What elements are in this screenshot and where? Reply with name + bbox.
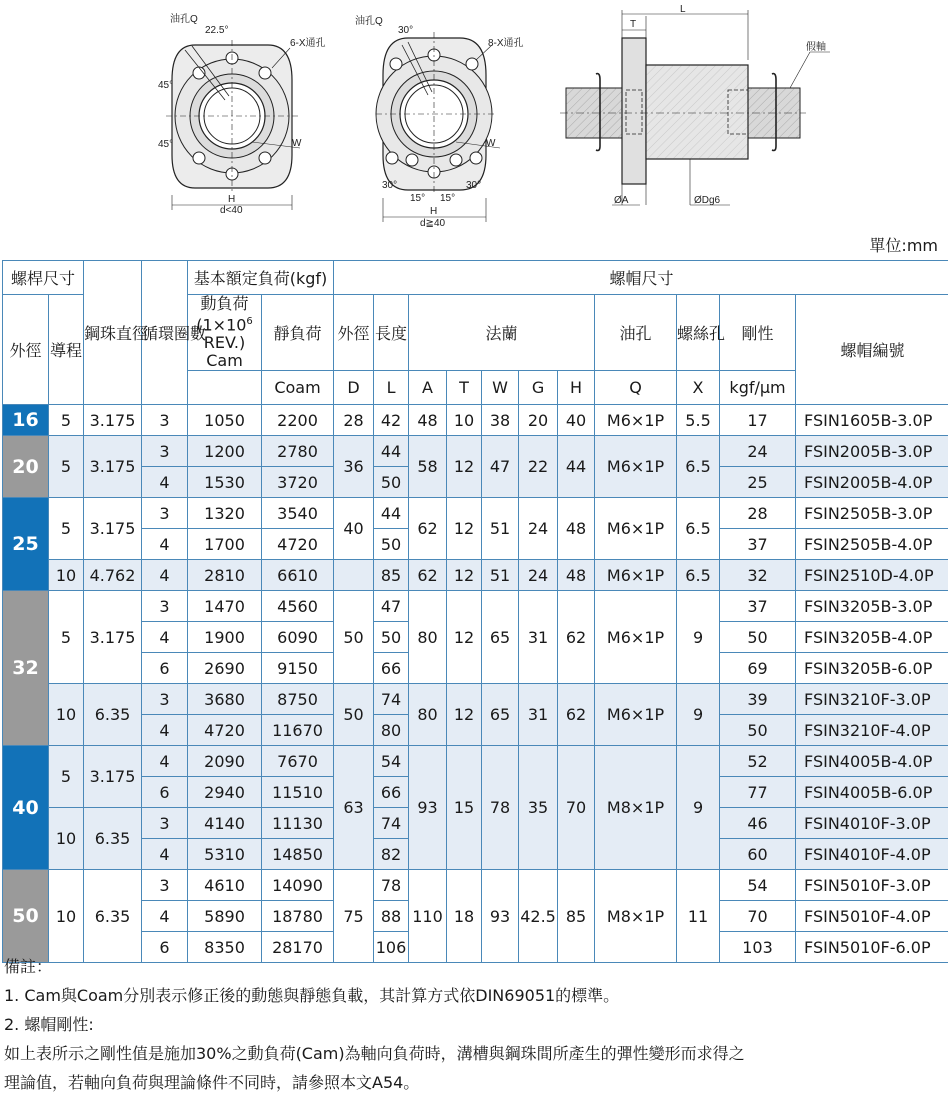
table-cell: 6 — [142, 653, 188, 684]
table-cell: 3720 — [262, 467, 334, 498]
table-cell: 10 — [49, 870, 84, 963]
table-cell: 50 — [374, 529, 409, 560]
table-cell: 1050 — [188, 405, 262, 436]
hdr-ball-dia: 鋼珠直徑 — [84, 261, 142, 405]
table-cell: M6×1P — [595, 560, 677, 591]
table-cell: FSIN2505B-3.0P — [796, 498, 948, 529]
table-cell — [334, 560, 374, 591]
table-cell: 78 — [374, 870, 409, 901]
table-cell: FSIN4010F-4.0P — [796, 839, 948, 870]
table-cell: 31 — [519, 591, 558, 684]
table-cell: 80 — [374, 715, 409, 746]
table-cell: 77 — [720, 777, 796, 808]
table-cell: FSIN3205B-3.0P — [796, 591, 948, 622]
table-cell: 12 — [447, 684, 482, 746]
left-cond-label: d<40 — [220, 205, 243, 216]
table-cell: M6×1P — [595, 436, 677, 498]
table-cell: 11670 — [262, 715, 334, 746]
table-cell: 32 — [720, 560, 796, 591]
note-1: 1. Cam與Coam分別表示修正後的動態與靜態負載，其計算方式依DIN69051的標準。 — [4, 986, 620, 1005]
table-cell: 14090 — [262, 870, 334, 901]
table-cell: 52 — [720, 746, 796, 777]
hdr-cam-blank — [188, 371, 262, 405]
table-cell: 6 — [142, 932, 188, 963]
table-cell: M6×1P — [595, 684, 677, 746]
table-cell: 3 — [142, 808, 188, 839]
table-cell: 15 — [447, 746, 482, 870]
table-cell: kgf/μm — [720, 371, 796, 405]
note-3: 如上表所示之剛性值是施加30%之動負荷(Cam)為軸向負荷時，溝槽與鋼珠間所產生的彈性變形而求得之 — [4, 1044, 745, 1063]
table-cell: 65 — [482, 684, 519, 746]
hdr-static-load: 靜負荷 — [262, 295, 334, 371]
hdr-bolt-hole: 螺絲孔 — [677, 295, 720, 371]
group-20: 20 — [3, 436, 49, 498]
table-cell: 6.35 — [84, 870, 142, 963]
table-row — [3, 436, 948, 467]
table-cell: FSIN3210F-3.0P — [796, 684, 948, 715]
table-cell: 50 — [334, 684, 374, 746]
table-cell: 5890 — [188, 901, 262, 932]
table-cell: 66 — [374, 653, 409, 684]
table-cell: 9 — [677, 684, 720, 746]
mid-angle-b1: 15° — [410, 193, 426, 204]
table-cell: 7670 — [262, 746, 334, 777]
table-cell: 28170 — [262, 932, 334, 963]
hdr-oil-hole: 油孔 — [595, 295, 677, 371]
table-cell: 50 — [720, 715, 796, 746]
table-cell: 22 — [519, 436, 558, 498]
table-cell: FSIN3205B-4.0P — [796, 622, 948, 653]
table-cell: 8350 — [188, 932, 262, 963]
table-cell: 12 — [447, 498, 482, 560]
table-cell: 4 — [142, 467, 188, 498]
table-cell: 50 — [374, 622, 409, 653]
table-cell: 12 — [447, 560, 482, 591]
table-cell: 6.5 — [677, 498, 720, 560]
table-cell: FSIN5010F-3.0P — [796, 870, 948, 901]
table-cell: 74 — [374, 684, 409, 715]
note-2: 2. 螺帽剛性: — [4, 1015, 94, 1034]
table-cell: 40 — [334, 498, 374, 560]
table-cell: 24 — [720, 436, 796, 467]
table-cell: 6610 — [262, 560, 334, 591]
table-cell: 62 — [558, 591, 595, 684]
table-cell: 4140 — [188, 808, 262, 839]
nut-side-view — [560, 4, 830, 206]
table-cell: 75 — [334, 870, 374, 963]
table-cell: 85 — [558, 870, 595, 963]
table-cell: 1900 — [188, 622, 262, 653]
table-cell: 2200 — [262, 405, 334, 436]
table-cell: 85 — [374, 560, 409, 591]
table-row — [3, 405, 948, 436]
table-cell: X — [677, 371, 720, 405]
table-cell: 4720 — [188, 715, 262, 746]
table-cell: 9150 — [262, 653, 334, 684]
hdr-part-no: 螺帽編號 — [796, 295, 948, 405]
table-cell: 6.35 — [84, 684, 142, 746]
table-cell: 2810 — [188, 560, 262, 591]
table-cell: 3 — [142, 684, 188, 715]
mid-holes-label: 8-X通孔 — [488, 38, 524, 49]
table-cell: 4 — [142, 560, 188, 591]
hdr-length: 長度 — [374, 295, 409, 371]
table-cell: 3 — [142, 436, 188, 467]
table-cell: 20 — [519, 405, 558, 436]
mid-oil-hole-label: 油孔Q — [355, 16, 383, 27]
table-cell: 9 — [677, 746, 720, 870]
table-cell: 44 — [374, 498, 409, 529]
flange-view-d-over-40 — [355, 14, 524, 229]
table-cell: 4.762 — [84, 560, 142, 591]
table-cell: 78 — [482, 746, 519, 870]
table-cell: 88 — [374, 901, 409, 932]
hdr-nut-size: 螺帽尺寸 — [334, 261, 948, 295]
table-cell: M8×1P — [595, 870, 677, 963]
table-cell: L — [374, 371, 409, 405]
hdr-basic-load: 基本額定負荷(kgf) — [188, 261, 334, 295]
table-cell: 70 — [720, 901, 796, 932]
table-cell: M6×1P — [595, 591, 677, 684]
table-cell: 28 — [720, 498, 796, 529]
table-cell: 12 — [447, 591, 482, 684]
table-cell: 5.5 — [677, 405, 720, 436]
table-cell: A — [409, 371, 447, 405]
table-cell: W — [482, 371, 519, 405]
table-cell: FSIN5010F-6.0P — [796, 932, 948, 963]
hdr-lead: 導程 — [49, 295, 84, 405]
table-cell: 103 — [720, 932, 796, 963]
table-cell: 11130 — [262, 808, 334, 839]
mid-cond-label: d≧40 — [420, 218, 446, 229]
table-cell: 36 — [334, 436, 374, 498]
table-cell: 50 — [720, 622, 796, 653]
notes-title: 備註： — [4, 957, 53, 976]
table-cell: 2780 — [262, 436, 334, 467]
table-cell: 80 — [409, 684, 447, 746]
table-cell: 50 — [374, 467, 409, 498]
hdr-coam: Coam — [262, 371, 334, 405]
table-cell: G — [519, 371, 558, 405]
table-cell: 69 — [720, 653, 796, 684]
table-cell: 3 — [142, 591, 188, 622]
spec-table — [2, 260, 948, 963]
table-cell: 2090 — [188, 746, 262, 777]
table-cell: 6.35 — [84, 808, 142, 870]
table-cell: 5 — [49, 498, 84, 560]
group-32: 32 — [3, 591, 49, 746]
hdr-dyn-load: 動負荷 ($1\times 10^6$ REV.) Cam — [188, 295, 262, 371]
table-cell: FSIN4010F-3.0P — [796, 808, 948, 839]
left-h-label: H — [228, 194, 236, 205]
mid-angle-br: 30° — [466, 180, 482, 191]
table-cell: 37 — [720, 529, 796, 560]
table-cell: 5 — [49, 591, 84, 684]
table-cell: 6 — [142, 777, 188, 808]
table-cell: 48 — [558, 498, 595, 560]
table-cell: 12 — [447, 436, 482, 498]
table-cell: 4 — [142, 746, 188, 777]
table-cell: 65 — [482, 591, 519, 684]
table-cell: 47 — [374, 591, 409, 622]
table-cell: 39 — [720, 684, 796, 715]
table-cell: FSIN2505B-4.0P — [796, 529, 948, 560]
table-cell: 24 — [519, 560, 558, 591]
table-cell: 1200 — [188, 436, 262, 467]
table-cell: 80 — [409, 591, 447, 684]
table-cell: 62 — [409, 498, 447, 560]
table-cell: 5 — [49, 405, 84, 436]
table-cell: 51 — [482, 560, 519, 591]
table-cell: 5 — [49, 746, 84, 808]
notes — [4, 952, 944, 1097]
hdr-circuits: 循環圈數 — [142, 261, 188, 405]
table-cell: 62 — [558, 684, 595, 746]
table-cell: H — [558, 371, 595, 405]
table-cell: FSIN2005B-3.0P — [796, 436, 948, 467]
table-cell: 3 — [142, 498, 188, 529]
table-cell: 35 — [519, 746, 558, 870]
left-angle-a: 45° — [158, 80, 174, 91]
table-cell: 17 — [720, 405, 796, 436]
table-cell: 6090 — [262, 622, 334, 653]
table-cell: 8750 — [262, 684, 334, 715]
table-cell: 2940 — [188, 777, 262, 808]
table-cell: 3 — [142, 405, 188, 436]
mid-angle-b2: 15° — [440, 193, 456, 204]
hdr-outer-dia: 外徑 — [3, 295, 49, 405]
table-cell: 40 — [558, 405, 595, 436]
left-w-label: W — [292, 138, 302, 149]
hdr-nut-od: 外徑 — [334, 295, 374, 371]
table-cell: FSIN3205B-6.0P — [796, 653, 948, 684]
table-cell: 51 — [482, 498, 519, 560]
hdr-stiffness: 剛性 — [720, 295, 796, 371]
table-cell: 11 — [677, 870, 720, 963]
table-cell: 1700 — [188, 529, 262, 560]
table-cell: 50 — [334, 591, 374, 684]
table-cell: 18780 — [262, 901, 334, 932]
flange-view-d-under-40 — [158, 12, 326, 216]
table-cell: 4560 — [262, 591, 334, 622]
group-50: 50 — [3, 870, 49, 963]
side-odg-label: ØDg6 — [694, 195, 721, 206]
left-oil-hole-label: 油孔Q — [170, 14, 198, 25]
table-cell: 3540 — [262, 498, 334, 529]
table-cell: 42 — [374, 405, 409, 436]
hdr-flange: 法蘭 — [409, 295, 595, 371]
table-cell: 1320 — [188, 498, 262, 529]
table-cell: 3680 — [188, 684, 262, 715]
table-cell: D — [334, 371, 374, 405]
table-cell: 24 — [519, 498, 558, 560]
table-cell: M8×1P — [595, 746, 677, 870]
table-cell: 4 — [142, 529, 188, 560]
table-cell: 4720 — [262, 529, 334, 560]
side-t-label: T — [630, 19, 637, 30]
table-cell: 3.175 — [84, 746, 142, 808]
table-cell: 3.175 — [84, 591, 142, 684]
table-cell: 46 — [720, 808, 796, 839]
mid-angle-bl: 30° — [382, 180, 398, 191]
table-cell: 44 — [374, 436, 409, 467]
table-cell: 38 — [482, 405, 519, 436]
table-cell: 4 — [142, 839, 188, 870]
side-l-label: L — [680, 4, 686, 15]
table-cell: 93 — [482, 870, 519, 963]
table-row — [3, 684, 948, 715]
table-cell: 28 — [334, 405, 374, 436]
table-cell: 31 — [519, 684, 558, 746]
note-4: 理論值，若軸向負荷與理論條件不同時，請參照本文A54。 — [4, 1073, 420, 1092]
table-cell: 25 — [720, 467, 796, 498]
table-cell: 9 — [677, 591, 720, 684]
table-cell: 4610 — [188, 870, 262, 901]
table-row — [3, 498, 948, 529]
table-cell: 4 — [142, 715, 188, 746]
table-cell: 5310 — [188, 839, 262, 870]
table-cell: 54 — [374, 746, 409, 777]
table-row — [3, 870, 948, 901]
table-cell: 66 — [374, 777, 409, 808]
table-cell: 6.5 — [677, 436, 720, 498]
table-cell: 10 — [49, 684, 84, 746]
table-cell: T — [447, 371, 482, 405]
table-cell: 6.5 — [677, 560, 720, 591]
table-cell: FSIN4005B-4.0P — [796, 746, 948, 777]
table-cell: FSIN2510D-4.0P — [796, 560, 948, 591]
table-cell: FSIN2005B-4.0P — [796, 467, 948, 498]
table-cell: 58 — [409, 436, 447, 498]
table-cell: 48 — [558, 560, 595, 591]
table-cell: 62 — [409, 560, 447, 591]
hdr-screw-size: 螺桿尺寸 — [3, 261, 84, 295]
group-40: 40 — [3, 746, 49, 870]
table-cell: 44 — [558, 436, 595, 498]
table-cell: 14850 — [262, 839, 334, 870]
table-cell: 110 — [409, 870, 447, 963]
table-cell: 74 — [374, 808, 409, 839]
table-cell: 4 — [142, 622, 188, 653]
left-angle-b: 45° — [158, 139, 174, 150]
table-cell: 1470 — [188, 591, 262, 622]
left-holes-label: 6-X通孔 — [290, 38, 326, 49]
table-cell: 18 — [447, 870, 482, 963]
table-cell: 37 — [720, 591, 796, 622]
table-cell: 54 — [720, 870, 796, 901]
table-cell: M6×1P — [595, 498, 677, 560]
table-cell: Q — [595, 371, 677, 405]
unit-label: 單位:mm — [869, 236, 938, 255]
technical-drawings — [0, 0, 948, 240]
table-cell: 106 — [374, 932, 409, 963]
table-cell: 3.175 — [84, 436, 142, 498]
table-cell: FSIN4005B-6.0P — [796, 777, 948, 808]
side-dummy-label: 假軸 — [806, 42, 826, 53]
mid-h-label: H — [430, 206, 438, 217]
table-cell: 3 — [142, 870, 188, 901]
table-cell: 3.175 — [84, 498, 142, 560]
table-cell: M6×1P — [595, 405, 677, 436]
mid-w-label: W — [486, 138, 496, 149]
table-cell: 5 — [49, 436, 84, 498]
table-cell: 42.5 — [519, 870, 558, 963]
side-oa-label: ØA — [614, 195, 629, 206]
table-cell: 10 — [49, 808, 84, 870]
table-cell: 82 — [374, 839, 409, 870]
table-cell: 10 — [447, 405, 482, 436]
table-cell: 47 — [482, 436, 519, 498]
left-angle-top: 22.5° — [205, 25, 229, 36]
mid-angle-top: 30° — [398, 25, 414, 36]
table-cell: 4 — [142, 901, 188, 932]
table-cell: 3.175 — [84, 405, 142, 436]
group-16: 16 — [3, 405, 49, 436]
table-cell: 11510 — [262, 777, 334, 808]
table-cell: FSIN3210F-4.0P — [796, 715, 948, 746]
table-row — [3, 560, 948, 591]
table-cell: 2690 — [188, 653, 262, 684]
table-row — [3, 746, 948, 777]
table-cell: 1530 — [188, 467, 262, 498]
table-cell: 48 — [409, 405, 447, 436]
group-25: 25 — [3, 498, 49, 591]
table-cell: 10 — [49, 560, 84, 591]
table-row — [3, 591, 948, 622]
table-cell: 93 — [409, 746, 447, 870]
table-cell: FSIN1605B-3.0P — [796, 405, 948, 436]
table-cell: 70 — [558, 746, 595, 870]
table-cell: 63 — [334, 746, 374, 870]
table-cell: 60 — [720, 839, 796, 870]
table-cell: FSIN5010F-4.0P — [796, 901, 948, 932]
